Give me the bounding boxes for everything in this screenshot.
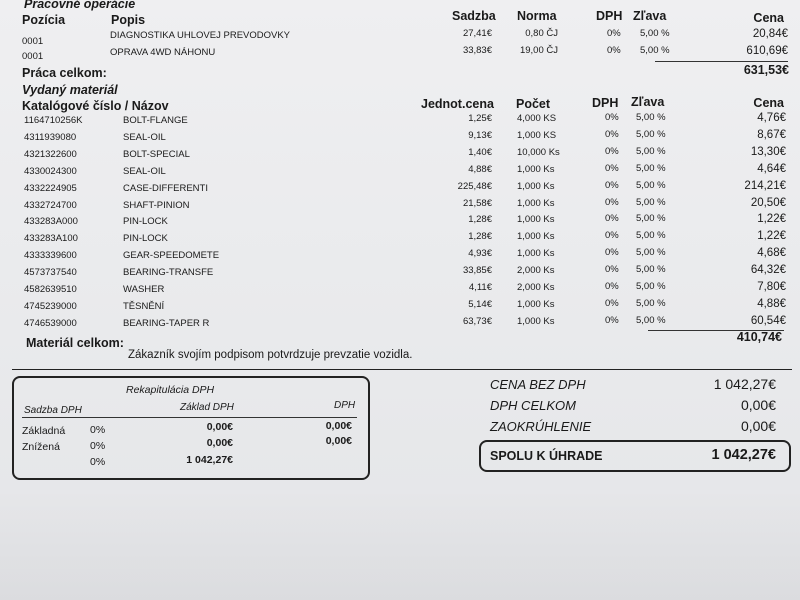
vat-recap-row-vat: 0,00€ [325,420,352,432]
material-row-cat: 4333339600 [24,250,77,261]
labor-row-rate: 33,83€ [462,45,492,56]
material-row-cat: 4321322600 [24,149,77,160]
material-header-qty: Počet [516,97,551,111]
material-row-unit: 4,93€ [468,248,492,259]
material-row-price: 4,68€ [757,247,786,259]
material-row-unit: 4,11€ [468,282,492,293]
labor-row-price: 610,69€ [746,45,788,57]
labor-row-price: 20,84€ [752,28,788,40]
material-row-qty: 1,000 Ks [517,248,555,259]
vat-recap-row-label: Znížená [22,441,60,453]
material-row-qty: 2,000 Ks [517,282,555,293]
material-section-title: Vydaný materiál [22,83,118,97]
summary-label: DPH CELKOM [490,398,576,413]
material-row-cat: 4332224905 [24,183,77,194]
material-row-cat: 1164710256K [24,115,83,126]
material-row-name: WASHER [123,284,165,295]
material-row-name: SHAFT-PINION [123,200,190,211]
material-row-price: 8,67€ [757,129,786,141]
labor-row-pos: 0001 [22,36,44,47]
labor-section-title: Pracovné operácie [24,0,136,11]
material-row-name: TĚSNĚNÍ [123,301,165,312]
material-row-qty: 1,000 Ks [517,214,555,225]
material-row-vat: 0% [605,247,619,258]
material-row-name: BEARING-TAPER R [123,318,210,329]
material-row-cat: 433283A100 [24,233,78,244]
summary-value: 1 042,27€ [713,376,776,392]
material-row-price: 64,32€ [750,264,786,276]
material-row-unit: 5,14€ [468,299,492,310]
summary-value: 0,00€ [740,397,776,413]
labor-header-price: Cena [753,11,784,25]
vat-recap-row-base: 1 042,27€ [186,454,233,466]
material-row-qty: 1,000 Ks [517,181,555,192]
material-row-unit: 9,13€ [468,130,492,141]
material-row-vat: 0% [605,298,619,309]
material-row-unit: 4,88€ [468,164,492,175]
vat-recap-row-label: Základná [22,425,66,437]
material-header-cat: Katalógové číslo / Názov [22,99,169,113]
paper-shadow [0,488,800,600]
material-row-vat: 0% [605,163,619,174]
material-row-vat: 0% [605,146,619,157]
labor-total-label: Práca celkom: [22,66,107,80]
material-row-qty: 2,000 Ks [517,265,555,276]
material-row-name: BOLT-SPECIAL [123,149,190,160]
material-row-qty: 10,000 Ks [517,147,560,158]
labor-header-disc: Zľava [633,9,667,23]
material-row-qty: 1,000 Ks [517,164,555,175]
material-row-disc: 5,00 % [636,129,666,140]
material-row-name: BEARING-TRANSFE [123,267,214,278]
material-row-vat: 0% [605,213,619,224]
material-header-disc: Zľava [631,95,665,109]
vat-recap-header-rate: Sadzba DPH [24,405,82,416]
material-header-price: Cena [753,96,784,110]
labor-row-norm: 0,80 ČJ [525,28,558,39]
material-row-disc: 5,00 % [636,146,666,157]
labor-total-value: 631,53€ [743,63,789,77]
labor-header-norm: Norma [517,9,557,23]
material-row-cat: 4582639510 [24,284,77,295]
material-row-unit: 1,40€ [468,147,492,158]
vat-recap-row-pct: 0% [90,440,106,452]
material-row-name: PIN-LOCK [123,233,168,244]
vat-recap-header-vat: DPH [334,400,356,411]
labor-header-pos: Pozícia [22,13,66,27]
material-row-vat: 0% [605,129,619,140]
summary-value: 0,00€ [740,418,776,434]
material-row-cat: 4332724700 [24,200,77,211]
material-row-price: 4,88€ [757,298,786,310]
material-header-vat: DPH [592,96,619,110]
material-row-price: 1,22€ [757,230,786,242]
material-row-disc: 5,00 % [636,298,666,309]
material-header-unit: Jednot.cena [421,97,494,111]
material-row-price: 20,50€ [750,197,786,209]
material-row-price: 1,22€ [757,213,786,225]
section-divider [12,369,792,370]
material-row-unit: 1,28€ [468,231,492,242]
material-row-disc: 5,00 % [636,230,666,241]
material-row-unit: 225,48€ [457,181,492,192]
material-row-vat: 0% [605,315,619,326]
material-row-price: 13,30€ [750,146,786,158]
material-row-unit: 63,73€ [462,316,492,327]
material-row-qty: 1,000 Ks [517,299,555,310]
material-row-qty: 1,000 Ks [517,231,555,242]
labor-header-rate: Sadzba [452,9,496,23]
material-row-price: 214,21€ [744,180,786,192]
material-total-label: Materiál celkom: [26,336,124,350]
material-row-cat: 4745239000 [24,301,77,312]
material-row-qty: 1,000 Ks [517,316,555,327]
material-row-disc: 5,00 % [636,315,666,326]
material-row-price: 7,80€ [757,281,786,293]
material-total-value: 410,74€ [736,330,782,344]
material-row-unit: 1,25€ [468,113,492,124]
vat-recap-divider [22,417,357,418]
material-row-qty: 4,000 KS [517,113,557,124]
material-row-cat: 4573737540 [24,267,77,278]
material-row-vat: 0% [605,197,619,208]
summary-label: ZAOKRÚHLENIE [490,419,592,434]
material-row-price: 4,76€ [757,112,786,124]
signature-note: Zákazník svojím podpisom potvrdzuje prevzatie vozidla. [128,349,413,361]
material-row-price: 4,64€ [757,163,786,175]
labor-row-rate: 27,41€ [462,28,492,39]
material-row-qty: 1,000 Ks [517,198,555,209]
material-row-disc: 5,00 % [636,213,666,224]
labor-row-norm: 19,00 ČJ [519,45,558,56]
material-row-vat: 0% [605,180,619,191]
material-row-name: BOLT-FLANGE [123,115,188,126]
material-row-cat: 4746539000 [24,318,77,329]
material-row-name: PIN-LOCK [123,216,168,227]
vat-recap-row-base: 0,00€ [206,437,233,449]
labor-row-pos: 0001 [22,51,44,62]
vat-recap-row-vat: 0,00€ [325,435,352,447]
material-row-name: SEAL-OIL [123,132,166,143]
material-row-unit: 1,28€ [468,214,492,225]
material-row-cat: 433283A000 [24,216,78,227]
summary-label: CENA BEZ DPH [490,377,586,392]
vat-recap-header-base: Základ DPH [180,402,234,413]
total-due-value: 1 042,27€ [711,447,776,463]
material-row-disc: 5,00 % [636,281,666,292]
vat-recap-row-pct: 0% [90,424,106,436]
labor-row-desc: OPRAVA 4WD NÁHONU [110,47,216,58]
material-row-disc: 5,00 % [636,264,666,275]
material-row-price: 60,54€ [750,315,786,327]
material-row-cat: 4311939080 [24,132,77,143]
labor-row-vat: 0% [607,28,621,39]
material-row-name: CASE-DIFFERENTI [123,183,208,194]
material-row-vat: 0% [605,230,619,241]
vat-recap-row-pct: 0% [90,456,106,468]
material-row-unit: 21,58€ [462,198,492,209]
material-row-qty: 1,000 KS [517,130,557,141]
vat-recap-title: Rekapitulácia DPH [126,384,215,396]
labor-row-disc: 5,00 % [640,45,670,56]
material-row-vat: 0% [605,112,619,123]
material-row-cat: 4330024300 [24,166,77,177]
labor-header-desc: Popis [111,13,146,27]
material-row-disc: 5,00 % [636,247,666,258]
material-row-unit: 33,85€ [462,265,492,276]
material-row-name: GEAR-SPEEDOMETE [123,250,220,261]
material-row-name: SEAL-OIL [123,166,166,177]
labor-row-desc: DIAGNOSTIKA UHLOVEJ PREVODOVKY [110,30,291,41]
total-due-label: SPOLU K ÚHRADE [490,449,603,463]
material-row-disc: 5,00 % [636,197,666,208]
material-row-disc: 5,00 % [636,180,666,191]
labor-row-vat: 0% [607,45,621,56]
labor-row-disc: 5,00 % [640,28,670,39]
material-row-vat: 0% [605,264,619,275]
material-row-vat: 0% [605,281,619,292]
material-row-disc: 5,00 % [636,163,666,174]
labor-header-vat: DPH [596,9,623,23]
vat-recap-row-base: 0,00€ [206,421,233,433]
material-row-disc: 5,00 % [636,112,666,123]
labor-total-divider [655,61,788,62]
